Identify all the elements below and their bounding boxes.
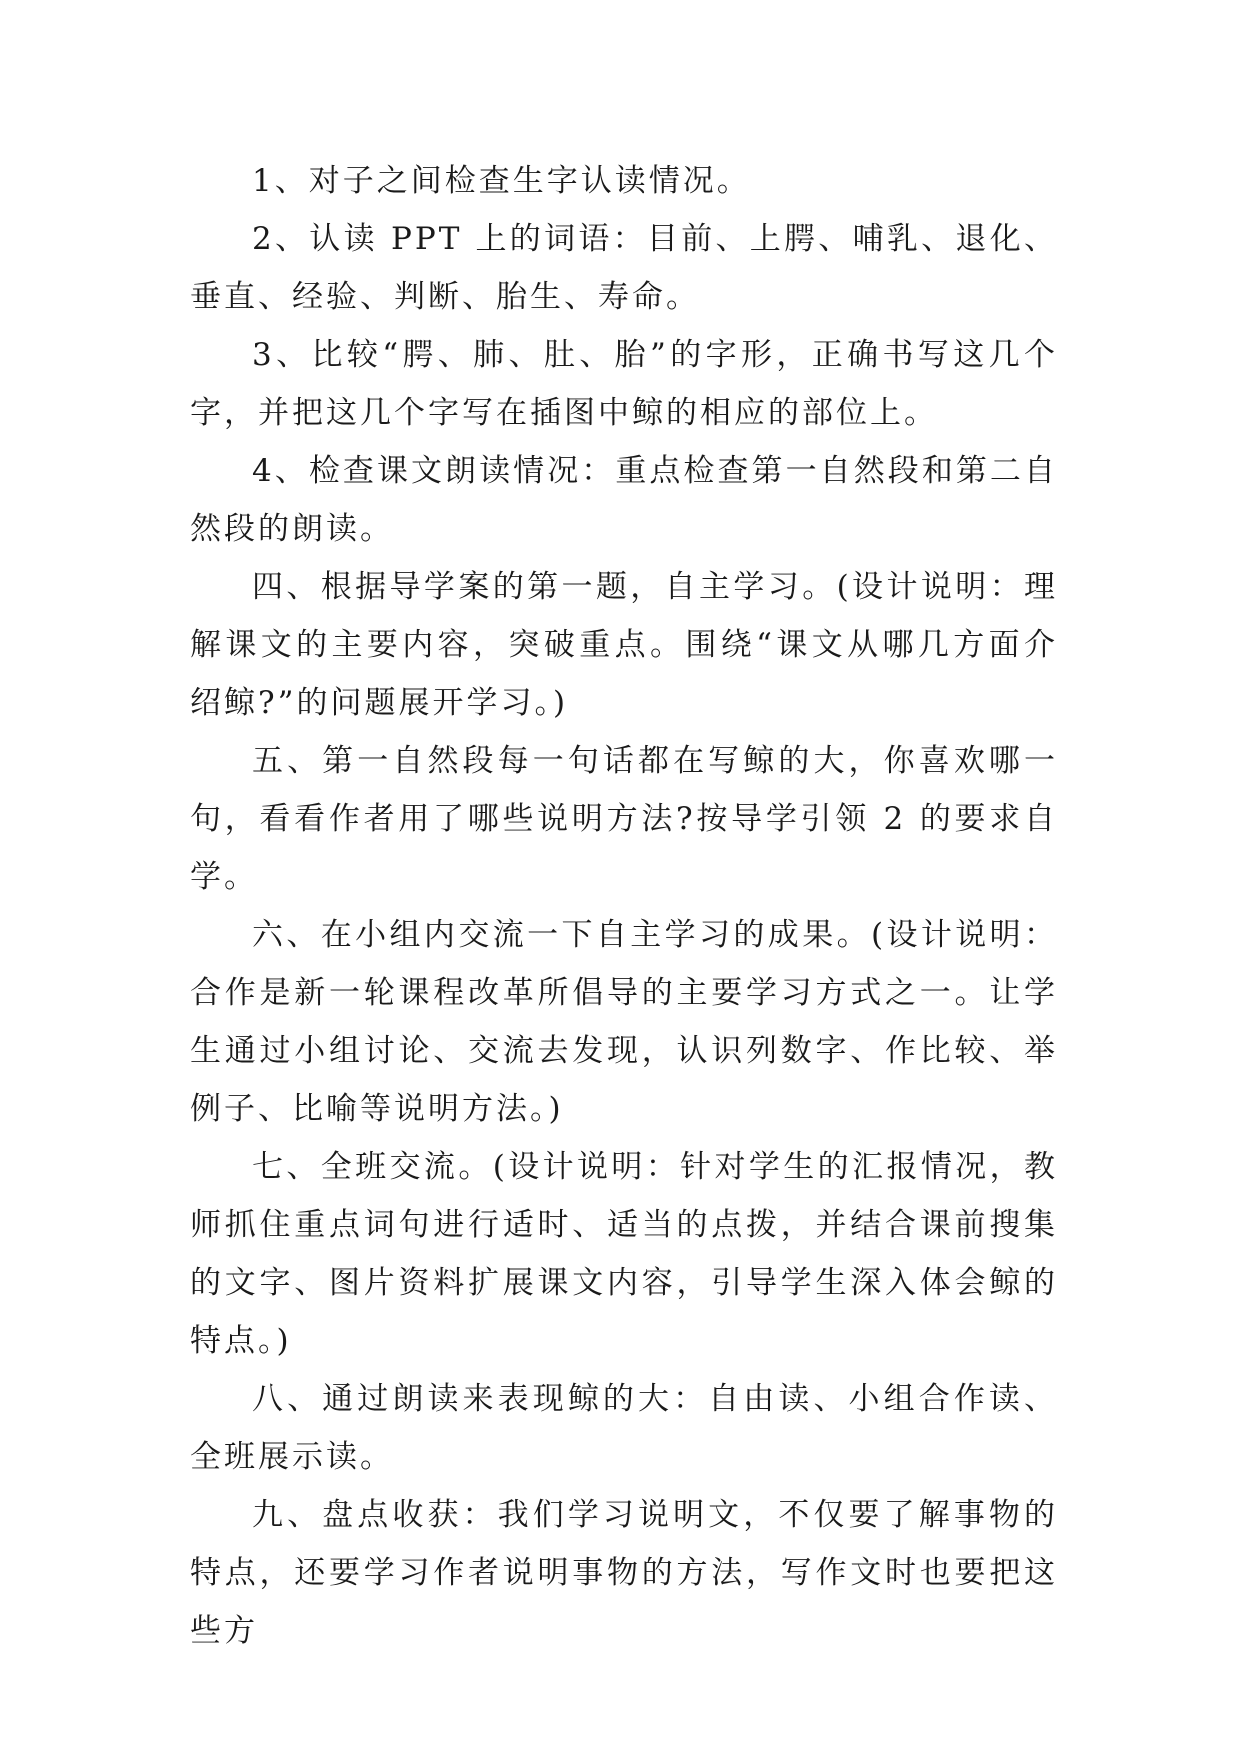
paragraph-6: 五、第一自然段每一句话都在写鲸的大，你喜欢哪一句，看看作者用了哪些说明方法?按导学引领 2 的要求自学。 — [190, 743, 1058, 895]
paragraph-8: 七、全班交流。(设计说明：针对学生的汇报情况，教师抓住重点词句进行适时、适当的点拨，并结合课前搜集的文字、图片资料扩展课文内容，引导学生深入体会鲸的特点。) — [190, 1149, 1058, 1359]
paragraph-9: 八、通过朗读来表现鲸的大：自由读、小组合作读、全班展示读。 — [190, 1381, 1058, 1475]
paragraph-5: 四、根据导学案的第一题，自主学习。(设计说明：理解课文的主要内容，突破重点。围绕“课文从哪几方面介绍鲸?”的问题展开学习。) — [190, 569, 1058, 721]
paragraph-10: 九、盘点收获：我们学习说明文，不仅要了解事物的特点，还要学习作者说明事物的方法，写作文时也要把这些方 — [190, 1497, 1058, 1649]
document-body — [190, 152, 1058, 1660]
paragraph-4: 4、检查课文朗读情况：重点检查第一自然段和第二自然段的朗读。 — [190, 453, 1058, 547]
paragraph-1: 1、对子之间检查生字认读情况。 — [252, 163, 751, 199]
paragraph-3: 3、比较“腭、肺、肚、胎”的字形，正确书写这几个字，并把这几个字写在插图中鲸的相应的部位上。 — [190, 337, 1058, 431]
paragraph-7: 六、在小组内交流一下自主学习的成果。(设计说明：合作是新一轮课程改革所倡导的主要学习方式之一。让学生通过小组讨论、交流去发现，认识列数字、作比较、举例子、比喻等说明方法。) — [190, 917, 1058, 1127]
paragraph-2: 2、认读 PPT 上的词语：目前、上腭、哺乳、退化、垂直、经验、判断、胎生、寿命。 — [190, 221, 1058, 315]
